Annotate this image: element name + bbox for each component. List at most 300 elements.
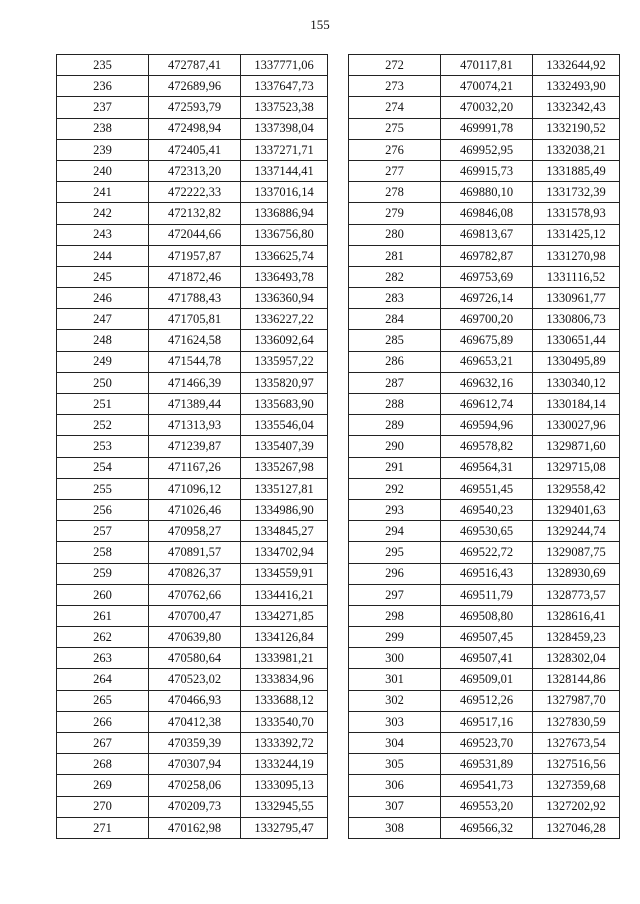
x-coordinate-cell: 469632,16	[441, 372, 533, 393]
table-row	[57, 76, 328, 97]
x-coordinate-cell: 470958,27	[149, 521, 241, 542]
point-number-cell: 280	[349, 224, 441, 245]
table-row	[57, 139, 328, 160]
table-row	[349, 669, 620, 690]
point-number-cell: 294	[349, 521, 441, 542]
point-number-cell: 283	[349, 288, 441, 309]
y-coordinate-cell: 1336493,78	[241, 266, 328, 287]
y-coordinate-cell: 1333688,12	[241, 690, 328, 711]
y-coordinate-cell: 1336886,94	[241, 203, 328, 224]
coordinates-table-left	[56, 54, 328, 839]
point-number-cell: 247	[57, 309, 149, 330]
point-number-cell: 277	[349, 160, 441, 181]
y-coordinate-cell: 1337016,14	[241, 182, 328, 203]
table-row	[57, 245, 328, 266]
x-coordinate-cell: 469516,43	[441, 563, 533, 584]
point-number-cell: 244	[57, 245, 149, 266]
table-row	[349, 203, 620, 224]
x-coordinate-cell: 469566,32	[441, 817, 533, 838]
y-coordinate-cell: 1327359,68	[533, 775, 620, 796]
y-coordinate-cell: 1335127,81	[241, 478, 328, 499]
x-coordinate-cell: 469952,95	[441, 139, 533, 160]
x-coordinate-cell: 469578,82	[441, 436, 533, 457]
point-number-cell: 297	[349, 584, 441, 605]
x-coordinate-cell: 469782,87	[441, 245, 533, 266]
table-row	[57, 648, 328, 669]
y-coordinate-cell: 1335267,98	[241, 457, 328, 478]
point-number-cell: 288	[349, 394, 441, 415]
table-row	[349, 224, 620, 245]
x-coordinate-cell: 470307,94	[149, 754, 241, 775]
x-coordinate-cell: 470162,98	[149, 817, 241, 838]
table-row	[57, 754, 328, 775]
table-row	[349, 372, 620, 393]
x-coordinate-cell: 469753,69	[441, 266, 533, 287]
table-row	[349, 733, 620, 754]
y-coordinate-cell: 1336360,94	[241, 288, 328, 309]
x-coordinate-cell: 469517,16	[441, 711, 533, 732]
table-row	[349, 563, 620, 584]
table-row	[57, 309, 328, 330]
table-row	[57, 182, 328, 203]
point-number-cell: 303	[349, 711, 441, 732]
x-coordinate-cell: 470032,20	[441, 97, 533, 118]
y-coordinate-cell: 1331270,98	[533, 245, 620, 266]
y-coordinate-cell: 1328459,23	[533, 627, 620, 648]
x-coordinate-cell: 472313,20	[149, 160, 241, 181]
table-row	[349, 648, 620, 669]
point-number-cell: 306	[349, 775, 441, 796]
y-coordinate-cell: 1334126,84	[241, 627, 328, 648]
y-coordinate-cell: 1333540,70	[241, 711, 328, 732]
point-number-cell: 274	[349, 97, 441, 118]
point-number-cell: 259	[57, 563, 149, 584]
x-coordinate-cell: 471466,39	[149, 372, 241, 393]
x-coordinate-cell: 470074,21	[441, 76, 533, 97]
point-number-cell: 281	[349, 245, 441, 266]
point-number-cell: 260	[57, 584, 149, 605]
y-coordinate-cell: 1329715,08	[533, 457, 620, 478]
y-coordinate-cell: 1332644,92	[533, 55, 620, 76]
point-number-cell: 268	[57, 754, 149, 775]
point-number-cell: 295	[349, 542, 441, 563]
table-row	[57, 224, 328, 245]
x-coordinate-cell: 471624,58	[149, 330, 241, 351]
table-row	[349, 499, 620, 520]
y-coordinate-cell: 1328930,69	[533, 563, 620, 584]
x-coordinate-cell: 472787,41	[149, 55, 241, 76]
y-coordinate-cell: 1335546,04	[241, 415, 328, 436]
x-coordinate-cell: 470700,47	[149, 605, 241, 626]
x-coordinate-cell: 469540,23	[441, 499, 533, 520]
table-row	[57, 203, 328, 224]
point-number-cell: 238	[57, 118, 149, 139]
x-coordinate-cell: 469531,89	[441, 754, 533, 775]
point-number-cell: 287	[349, 372, 441, 393]
x-coordinate-cell: 469551,45	[441, 478, 533, 499]
y-coordinate-cell: 1335820,97	[241, 372, 328, 393]
x-coordinate-cell: 471544,78	[149, 351, 241, 372]
y-coordinate-cell: 1327516,56	[533, 754, 620, 775]
y-coordinate-cell: 1330651,44	[533, 330, 620, 351]
point-number-cell: 242	[57, 203, 149, 224]
table-row	[349, 690, 620, 711]
table-row	[57, 55, 328, 76]
table-row	[57, 542, 328, 563]
point-number-cell: 237	[57, 97, 149, 118]
point-number-cell: 292	[349, 478, 441, 499]
point-number-cell: 263	[57, 648, 149, 669]
point-number-cell: 239	[57, 139, 149, 160]
point-number-cell: 289	[349, 415, 441, 436]
table-row	[57, 669, 328, 690]
point-number-cell: 269	[57, 775, 149, 796]
point-number-cell: 305	[349, 754, 441, 775]
table-row	[57, 690, 328, 711]
y-coordinate-cell: 1337398,04	[241, 118, 328, 139]
y-coordinate-cell: 1333981,21	[241, 648, 328, 669]
table-row	[349, 245, 620, 266]
x-coordinate-cell: 471788,43	[149, 288, 241, 309]
page-number: 155	[310, 17, 330, 32]
table-row	[349, 627, 620, 648]
x-coordinate-cell: 469507,41	[441, 648, 533, 669]
point-number-cell: 308	[349, 817, 441, 838]
y-coordinate-cell: 1334559,91	[241, 563, 328, 584]
y-coordinate-cell: 1328773,57	[533, 584, 620, 605]
table-row	[57, 351, 328, 372]
x-coordinate-cell: 469541,73	[441, 775, 533, 796]
x-coordinate-cell: 470523,02	[149, 669, 241, 690]
table-row	[349, 436, 620, 457]
x-coordinate-cell: 469846,08	[441, 203, 533, 224]
point-number-cell: 275	[349, 118, 441, 139]
table-row	[57, 457, 328, 478]
point-number-cell: 279	[349, 203, 441, 224]
table-row	[349, 605, 620, 626]
point-number-cell: 236	[57, 76, 149, 97]
y-coordinate-cell: 1336092,64	[241, 330, 328, 351]
point-number-cell: 270	[57, 796, 149, 817]
y-coordinate-cell: 1331885,49	[533, 160, 620, 181]
x-coordinate-cell: 472044,66	[149, 224, 241, 245]
y-coordinate-cell: 1327987,70	[533, 690, 620, 711]
x-coordinate-cell: 470826,37	[149, 563, 241, 584]
point-number-cell: 254	[57, 457, 149, 478]
point-number-cell: 276	[349, 139, 441, 160]
table-body	[349, 55, 620, 839]
point-number-cell: 245	[57, 266, 149, 287]
y-coordinate-cell: 1336756,80	[241, 224, 328, 245]
y-coordinate-cell: 1331425,12	[533, 224, 620, 245]
table-row	[57, 584, 328, 605]
table-row	[349, 309, 620, 330]
table-row	[349, 97, 620, 118]
x-coordinate-cell: 469509,01	[441, 669, 533, 690]
y-coordinate-cell: 1330495,89	[533, 351, 620, 372]
x-coordinate-cell: 469915,73	[441, 160, 533, 181]
x-coordinate-cell: 472689,96	[149, 76, 241, 97]
y-coordinate-cell: 1337647,73	[241, 76, 328, 97]
y-coordinate-cell: 1334271,85	[241, 605, 328, 626]
table-row	[57, 478, 328, 499]
table-row	[57, 563, 328, 584]
x-coordinate-cell: 472405,41	[149, 139, 241, 160]
table-row	[349, 76, 620, 97]
point-number-cell: 243	[57, 224, 149, 245]
point-number-cell: 257	[57, 521, 149, 542]
x-coordinate-cell: 469511,79	[441, 584, 533, 605]
y-coordinate-cell: 1335683,90	[241, 394, 328, 415]
point-number-cell: 250	[57, 372, 149, 393]
y-coordinate-cell: 1334986,90	[241, 499, 328, 520]
point-number-cell: 293	[349, 499, 441, 520]
point-number-cell: 307	[349, 796, 441, 817]
table-row	[57, 605, 328, 626]
table-row	[57, 499, 328, 520]
point-number-cell: 265	[57, 690, 149, 711]
table-row	[349, 415, 620, 436]
x-coordinate-cell: 470209,73	[149, 796, 241, 817]
point-number-cell: 248	[57, 330, 149, 351]
point-number-cell: 273	[349, 76, 441, 97]
x-coordinate-cell: 470762,66	[149, 584, 241, 605]
table-row	[57, 372, 328, 393]
table-row	[349, 182, 620, 203]
y-coordinate-cell: 1328302,04	[533, 648, 620, 669]
x-coordinate-cell: 469813,67	[441, 224, 533, 245]
y-coordinate-cell: 1333392,72	[241, 733, 328, 754]
y-coordinate-cell: 1329087,75	[533, 542, 620, 563]
y-coordinate-cell: 1330340,12	[533, 372, 620, 393]
point-number-cell: 235	[57, 55, 149, 76]
table-row	[57, 288, 328, 309]
point-number-cell: 262	[57, 627, 149, 648]
point-number-cell: 267	[57, 733, 149, 754]
y-coordinate-cell: 1332945,55	[241, 796, 328, 817]
y-coordinate-cell: 1334702,94	[241, 542, 328, 563]
x-coordinate-cell: 469508,80	[441, 605, 533, 626]
point-number-cell: 271	[57, 817, 149, 838]
x-coordinate-cell: 471957,87	[149, 245, 241, 266]
table-row	[349, 160, 620, 181]
table-row	[349, 796, 620, 817]
table-row	[57, 97, 328, 118]
y-coordinate-cell: 1337271,71	[241, 139, 328, 160]
x-coordinate-cell: 469700,20	[441, 309, 533, 330]
point-number-cell: 291	[349, 457, 441, 478]
point-number-cell: 249	[57, 351, 149, 372]
point-number-cell: 298	[349, 605, 441, 626]
x-coordinate-cell: 471872,46	[149, 266, 241, 287]
y-coordinate-cell: 1331578,93	[533, 203, 620, 224]
x-coordinate-cell: 470412,38	[149, 711, 241, 732]
y-coordinate-cell: 1335407,39	[241, 436, 328, 457]
y-coordinate-cell: 1334416,21	[241, 584, 328, 605]
table-row	[349, 478, 620, 499]
table-row	[57, 160, 328, 181]
y-coordinate-cell: 1335957,22	[241, 351, 328, 372]
x-coordinate-cell: 470258,06	[149, 775, 241, 796]
point-number-cell: 302	[349, 690, 441, 711]
x-coordinate-cell: 469726,14	[441, 288, 533, 309]
y-coordinate-cell: 1334845,27	[241, 521, 328, 542]
x-coordinate-cell: 472593,79	[149, 97, 241, 118]
table-row	[349, 118, 620, 139]
point-number-cell: 252	[57, 415, 149, 436]
x-coordinate-cell: 471389,44	[149, 394, 241, 415]
table-row	[349, 521, 620, 542]
x-coordinate-cell: 469653,21	[441, 351, 533, 372]
point-number-cell: 241	[57, 182, 149, 203]
point-number-cell: 304	[349, 733, 441, 754]
point-number-cell: 258	[57, 542, 149, 563]
y-coordinate-cell: 1333834,96	[241, 669, 328, 690]
coordinates-table-right	[348, 54, 620, 839]
x-coordinate-cell: 471096,12	[149, 478, 241, 499]
x-coordinate-cell: 471313,93	[149, 415, 241, 436]
x-coordinate-cell: 471705,81	[149, 309, 241, 330]
y-coordinate-cell: 1329401,63	[533, 499, 620, 520]
y-coordinate-cell: 1337771,06	[241, 55, 328, 76]
table-row	[349, 542, 620, 563]
y-coordinate-cell: 1337144,41	[241, 160, 328, 181]
x-coordinate-cell: 469594,96	[441, 415, 533, 436]
table-row	[349, 754, 620, 775]
y-coordinate-cell: 1332038,21	[533, 139, 620, 160]
y-coordinate-cell: 1327202,92	[533, 796, 620, 817]
y-coordinate-cell: 1332190,52	[533, 118, 620, 139]
table-row	[349, 775, 620, 796]
table-row	[349, 266, 620, 287]
table-row	[57, 733, 328, 754]
x-coordinate-cell: 470359,39	[149, 733, 241, 754]
table-row	[349, 394, 620, 415]
x-coordinate-cell: 469675,89	[441, 330, 533, 351]
point-number-cell: 299	[349, 627, 441, 648]
y-coordinate-cell: 1327046,28	[533, 817, 620, 838]
x-coordinate-cell: 471026,46	[149, 499, 241, 520]
y-coordinate-cell: 1330027,96	[533, 415, 620, 436]
point-number-cell: 264	[57, 669, 149, 690]
y-coordinate-cell: 1329871,60	[533, 436, 620, 457]
point-number-cell: 290	[349, 436, 441, 457]
x-coordinate-cell: 469522,72	[441, 542, 533, 563]
x-coordinate-cell: 469523,70	[441, 733, 533, 754]
table-body	[57, 55, 328, 839]
table-row	[349, 457, 620, 478]
table-row	[57, 394, 328, 415]
y-coordinate-cell: 1337523,38	[241, 97, 328, 118]
x-coordinate-cell: 472498,94	[149, 118, 241, 139]
x-coordinate-cell: 469564,31	[441, 457, 533, 478]
table-row	[349, 288, 620, 309]
y-coordinate-cell: 1330184,14	[533, 394, 620, 415]
point-number-cell: 272	[349, 55, 441, 76]
x-coordinate-cell: 470466,93	[149, 690, 241, 711]
table-row	[349, 584, 620, 605]
y-coordinate-cell: 1329558,42	[533, 478, 620, 499]
point-number-cell: 251	[57, 394, 149, 415]
table-row	[57, 415, 328, 436]
point-number-cell: 285	[349, 330, 441, 351]
point-number-cell: 261	[57, 605, 149, 626]
point-number-cell: 246	[57, 288, 149, 309]
point-number-cell: 255	[57, 478, 149, 499]
x-coordinate-cell: 470117,81	[441, 55, 533, 76]
x-coordinate-cell: 469880,10	[441, 182, 533, 203]
table-row	[349, 711, 620, 732]
x-coordinate-cell: 469530,65	[441, 521, 533, 542]
x-coordinate-cell: 471167,26	[149, 457, 241, 478]
table-row	[57, 711, 328, 732]
y-coordinate-cell: 1327830,59	[533, 711, 620, 732]
y-coordinate-cell: 1327673,54	[533, 733, 620, 754]
table-row	[349, 817, 620, 838]
y-coordinate-cell: 1336625,74	[241, 245, 328, 266]
table-row	[57, 330, 328, 351]
y-coordinate-cell: 1330961,77	[533, 288, 620, 309]
x-coordinate-cell: 471239,87	[149, 436, 241, 457]
y-coordinate-cell: 1331732,39	[533, 182, 620, 203]
table-row	[57, 817, 328, 838]
x-coordinate-cell: 469507,45	[441, 627, 533, 648]
y-coordinate-cell: 1328616,41	[533, 605, 620, 626]
y-coordinate-cell: 1330806,73	[533, 309, 620, 330]
point-number-cell: 296	[349, 563, 441, 584]
y-coordinate-cell: 1329244,74	[533, 521, 620, 542]
y-coordinate-cell: 1332493,90	[533, 76, 620, 97]
table-row	[349, 351, 620, 372]
table-row	[57, 266, 328, 287]
y-coordinate-cell: 1332795,47	[241, 817, 328, 838]
point-number-cell: 300	[349, 648, 441, 669]
x-coordinate-cell: 469553,20	[441, 796, 533, 817]
table-row	[349, 55, 620, 76]
y-coordinate-cell: 1333095,13	[241, 775, 328, 796]
table-row	[349, 330, 620, 351]
table-row	[57, 796, 328, 817]
x-coordinate-cell: 469612,74	[441, 394, 533, 415]
x-coordinate-cell: 469991,78	[441, 118, 533, 139]
point-number-cell: 301	[349, 669, 441, 690]
table-row	[57, 118, 328, 139]
point-number-cell: 253	[57, 436, 149, 457]
x-coordinate-cell: 472222,33	[149, 182, 241, 203]
x-coordinate-cell: 470580,64	[149, 648, 241, 669]
table-row	[349, 139, 620, 160]
point-number-cell: 266	[57, 711, 149, 732]
table-row	[57, 521, 328, 542]
y-coordinate-cell: 1336227,22	[241, 309, 328, 330]
y-coordinate-cell: 1333244,19	[241, 754, 328, 775]
table-row	[57, 627, 328, 648]
point-number-cell: 240	[57, 160, 149, 181]
table-row	[57, 436, 328, 457]
x-coordinate-cell: 472132,82	[149, 203, 241, 224]
point-number-cell: 282	[349, 266, 441, 287]
y-coordinate-cell: 1331116,52	[533, 266, 620, 287]
point-number-cell: 284	[349, 309, 441, 330]
y-coordinate-cell: 1332342,43	[533, 97, 620, 118]
point-number-cell: 278	[349, 182, 441, 203]
point-number-cell: 286	[349, 351, 441, 372]
table-row	[57, 775, 328, 796]
x-coordinate-cell: 470639,80	[149, 627, 241, 648]
y-coordinate-cell: 1328144,86	[533, 669, 620, 690]
x-coordinate-cell: 469512,26	[441, 690, 533, 711]
point-number-cell: 256	[57, 499, 149, 520]
